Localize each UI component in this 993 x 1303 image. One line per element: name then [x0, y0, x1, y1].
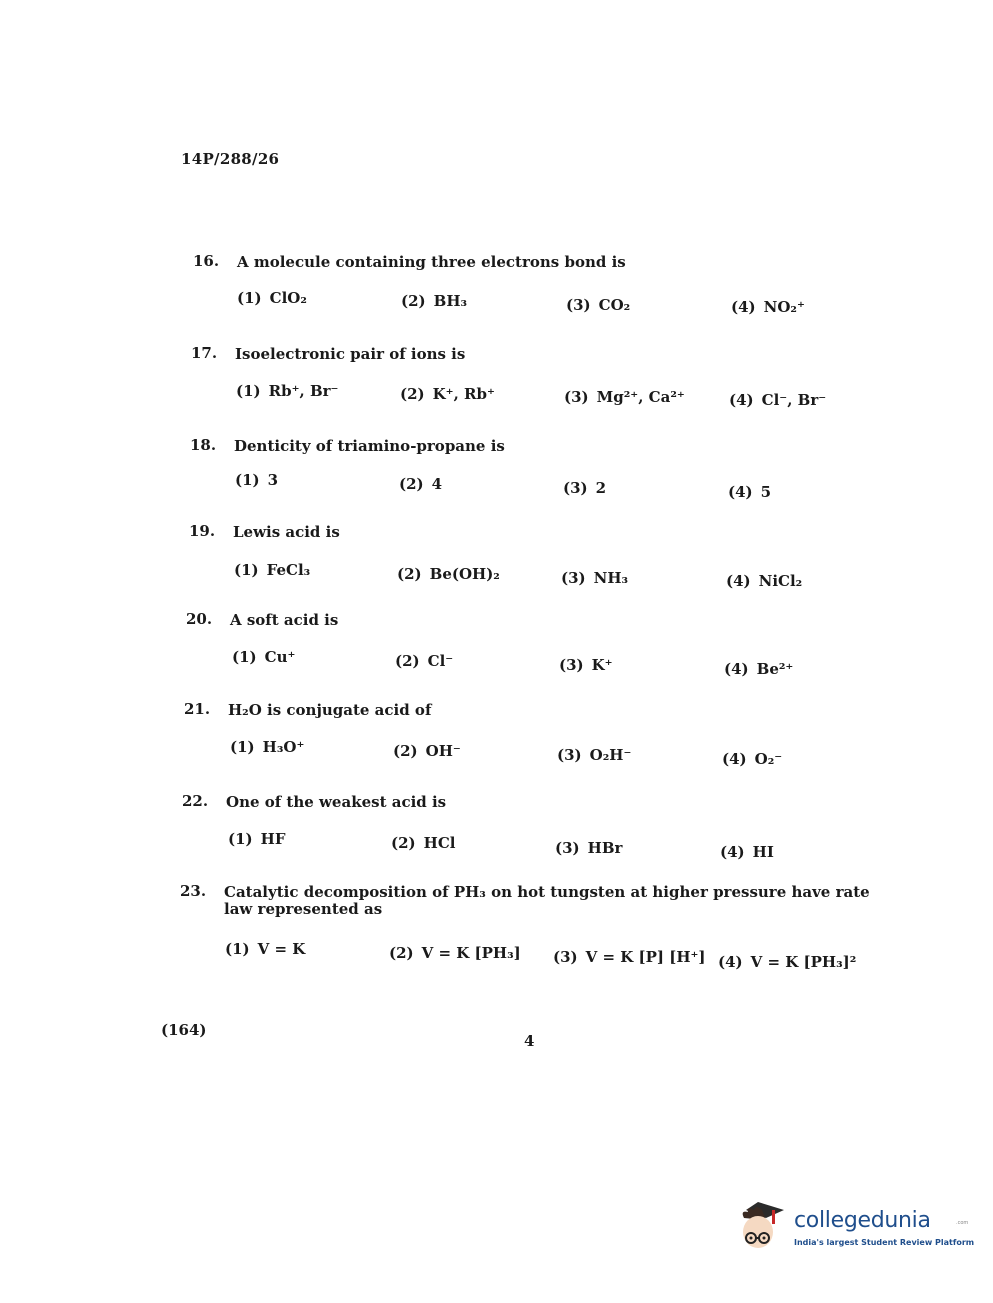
- option: (1) HF: [228, 830, 286, 848]
- option: (3) 2: [563, 479, 607, 497]
- option: (2) K⁺, Rb⁺: [400, 385, 495, 403]
- question-number: 16.: [193, 252, 220, 270]
- question-text: Lewis acid is: [233, 523, 340, 541]
- page-number: 4: [524, 1032, 535, 1050]
- option: (4) O₂⁻: [722, 750, 783, 768]
- question-number: 23.: [180, 882, 207, 900]
- question-text: Isoelectronic pair of ions is: [235, 345, 466, 363]
- question-number: 18.: [190, 436, 217, 454]
- question-text: Catalytic decomposition of PH₃ on hot tungsten at higher pressure have rate law represented as: [224, 883, 870, 918]
- option: (2) OH⁻: [393, 742, 461, 760]
- option: (1) ClO₂: [237, 289, 307, 307]
- question-text: Denticity of triamino-propane is: [234, 437, 505, 455]
- question-text: H₂O is conjugate acid of: [228, 701, 432, 719]
- question-number: 22.: [182, 792, 209, 810]
- option: (1) 3: [235, 471, 279, 489]
- option: (2) Be(OH)₂: [397, 565, 500, 583]
- option: (3) V = K [P] [H⁺]: [553, 948, 706, 966]
- option: (4) Be²⁺: [724, 660, 794, 678]
- option: (4) HI: [720, 843, 774, 861]
- question-number: 17.: [191, 344, 218, 362]
- option: (3) HBr: [555, 839, 623, 857]
- option: (4) V = K [PH₃]²: [718, 953, 857, 971]
- option: (4) NO₂⁺: [731, 298, 805, 316]
- question-number: 19.: [189, 522, 216, 540]
- option: (2) BH₃: [401, 292, 468, 310]
- option: (4) Cl⁻, Br⁻: [729, 391, 827, 409]
- option: (2) Cl⁻: [395, 652, 454, 670]
- option: (1) FeCl₃: [234, 561, 311, 579]
- option: (3) K⁺: [559, 656, 613, 674]
- option: (3) Mg²⁺, Ca²⁺: [564, 388, 685, 406]
- logo-suffix: .com: [956, 1220, 969, 1226]
- question-number: 21.: [184, 700, 211, 718]
- option: (1) V = K: [225, 940, 306, 958]
- option: (4) NiCl₂: [726, 572, 803, 590]
- collegedunia-logo: [736, 1198, 975, 1258]
- option: (1) Cu⁺: [232, 648, 296, 666]
- option: (2) V = K [PH₃]: [389, 944, 521, 962]
- option: (4) 5: [728, 483, 772, 501]
- logo-tagline: India's largest Student Review Platform: [794, 1238, 975, 1247]
- paper-code-footer: (164): [161, 1021, 207, 1039]
- question-text: A soft acid is: [230, 611, 339, 629]
- logo-wordmark: collegedunia: [794, 1208, 931, 1233]
- option: (1) Rb⁺, Br⁻: [236, 382, 339, 400]
- page-code: 14P/288/26: [181, 150, 280, 168]
- option: (3) CO₂: [566, 296, 631, 314]
- question-number: 20.: [186, 610, 213, 628]
- option: (3) O₂H⁻: [557, 746, 632, 764]
- question-text: A molecule containing three electrons bond is: [237, 253, 626, 271]
- option: (3) NH₃: [561, 569, 629, 587]
- option: (2) 4: [399, 475, 443, 493]
- mascot-icon: [736, 1198, 792, 1258]
- option: (2) HCl: [391, 834, 456, 852]
- question-text: One of the weakest acid is: [226, 793, 447, 811]
- option: (1) H₃O⁺: [230, 738, 305, 756]
